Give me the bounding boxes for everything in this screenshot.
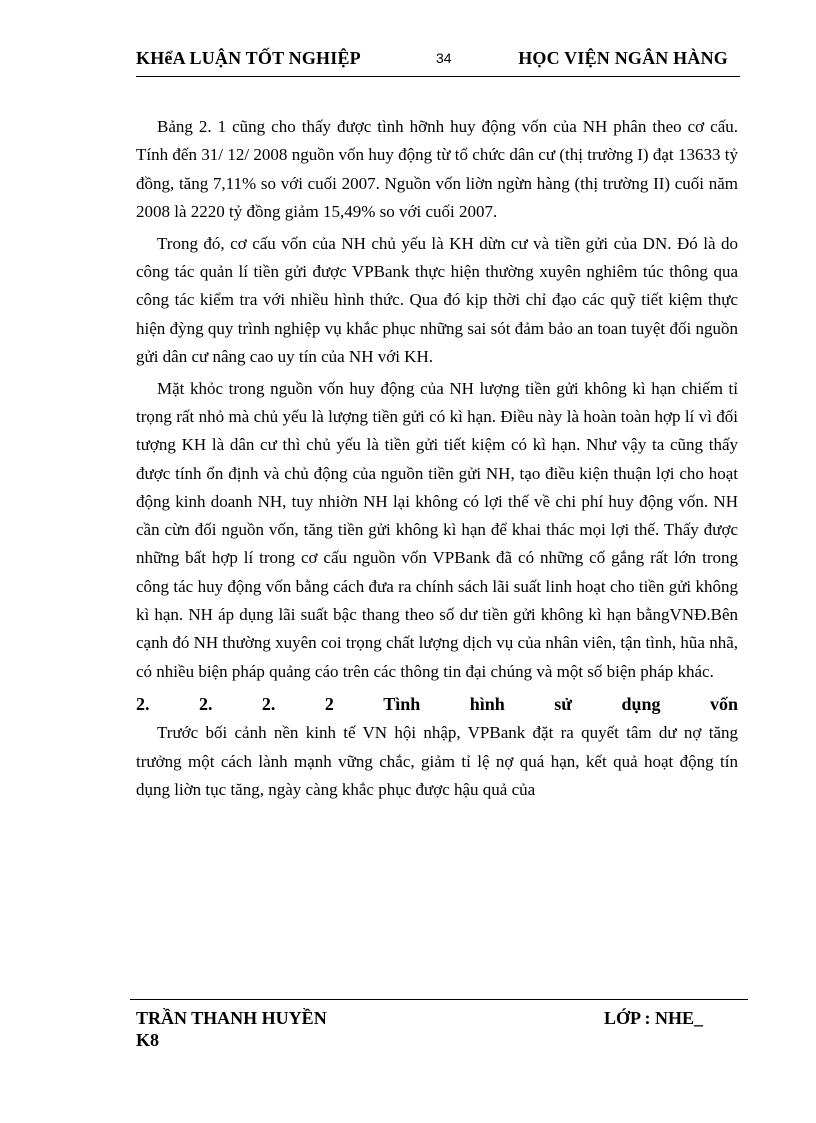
header-institution: HỌC VIỆN NGÂN HÀNG: [518, 48, 728, 68]
footer-author: TRẦN THANH HUYỀN: [136, 1008, 327, 1028]
section-heading-word: hình: [469, 694, 505, 715]
paragraph-2: Trong đó, cơ cấu vốn của NH chủ yếu là KH dừn cư và tiền gửi của DN. Đó là do công tác quản lí tiền gửi được VPBank thực hiện thường xuyên nghiêm túc thông qua công tác kiểm tra với nhiều hình thức. Qua đó kịp thời chỉ đạo các quỹ tiết kiệm thực hiện đỳng quy trình nghiệp vụ khắc phục những sai sót đảm bảo an toan tuyệt đối nguồn gửi dân cư nâng cao uy tín của NH với KH.: [136, 233, 738, 366]
page-header: [136, 48, 740, 72]
paragraph-1: Bảng 2. 1 cũng cho thấy được tình hỡnh huy động vốn của NH phân theo cơ cấu. Tính đến 31/ 12/ 2008 nguồn vốn huy động từ tổ chức dân cư (thị trường I) đạt 13633 tỷ đồng, tăng 7,11% so với cuối 2007. Nguồn vốn liờn ngừn hàng (thị trường II) cuối năm 2008 là 2220 tỷ đồng giảm 15,49% so với cuối 2007.: [136, 117, 738, 221]
section-heading-word: 2.: [261, 694, 276, 715]
paragraph-4: Trước bối cảnh nền kinh tế VN hội nhập, VPBank đặt ra quyết tâm dư nợ tăng trưởng một cách lành mạnh vững chắc, giảm tỉ lệ nợ quá hạn, kết quả hoạt động tín dụng liờn tục tăng, ngày càng khắc phục được hậu quả của: [136, 723, 738, 800]
section-heading: [136, 689, 738, 719]
page-body: [136, 113, 738, 808]
section-heading-word: 2.: [136, 694, 150, 715]
paragraph-3: Mặt khỏc trong nguồn vốn huy động của NH lượng tiền gửi không kì hạn chiếm tỉ trọng rất nhỏ mà chủ yếu là lượng tiền gửi có kì hạn. Điều này là hoàn toàn hợp lí vì đối tượng KH là dân cư thì chủ yếu là tiền gửi tiết kiệm có kì hạn. Như vậy ta cũng thấy được tính ổn định và chủ động của nguồn tiền gửi NH, tạo điều kiện thuận lợi cho hoạt động kinh doanh NH, tuy nhiờn NH lại không có lợi thế về chi phí huy động vốn. NH cần cừn đối nguồn vốn, tăng tiền gửi không kì hạn để khai thác mọi lợi thế. Thấy được những bất hợp lí trong cơ cấu nguồn vốn VPBank đã có những cố gắng rất lớn trong công tác huy động vốn bằng cách đưa ra chính sách lãi suất linh hoạt cho tiền gửi không kì hạn. NH áp dụng lãi suất bậc thang theo số dư tiền gửi không kì hạn bằngVNĐ.Bên cạnh đó NH thường xuyên coi trọng chất lượng dịch vụ của nhân viên, tận tình, hũa nhã, có nhiều biện pháp quảng cáo trên các thông tin đại chúng và một số biện pháp khác.: [136, 378, 738, 681]
footer-divider: [130, 999, 748, 1000]
footer-class: LỚP : NHE_: [604, 1008, 704, 1028]
section-heading-word: dụng: [621, 694, 661, 715]
footer-class-suffix: K8: [136, 1030, 160, 1050]
section-heading-word: 2.: [198, 694, 213, 715]
page-number: 34: [436, 50, 452, 66]
section-heading-word: Tình: [383, 694, 421, 715]
section-heading-word: sử: [554, 694, 573, 715]
header-thesis-title: KHểA LUẬN TỐT NGHIỆP: [136, 48, 361, 68]
header-divider: [136, 76, 740, 77]
section-heading-word: 2: [324, 694, 334, 715]
section-heading-word: vốn: [709, 694, 738, 715]
